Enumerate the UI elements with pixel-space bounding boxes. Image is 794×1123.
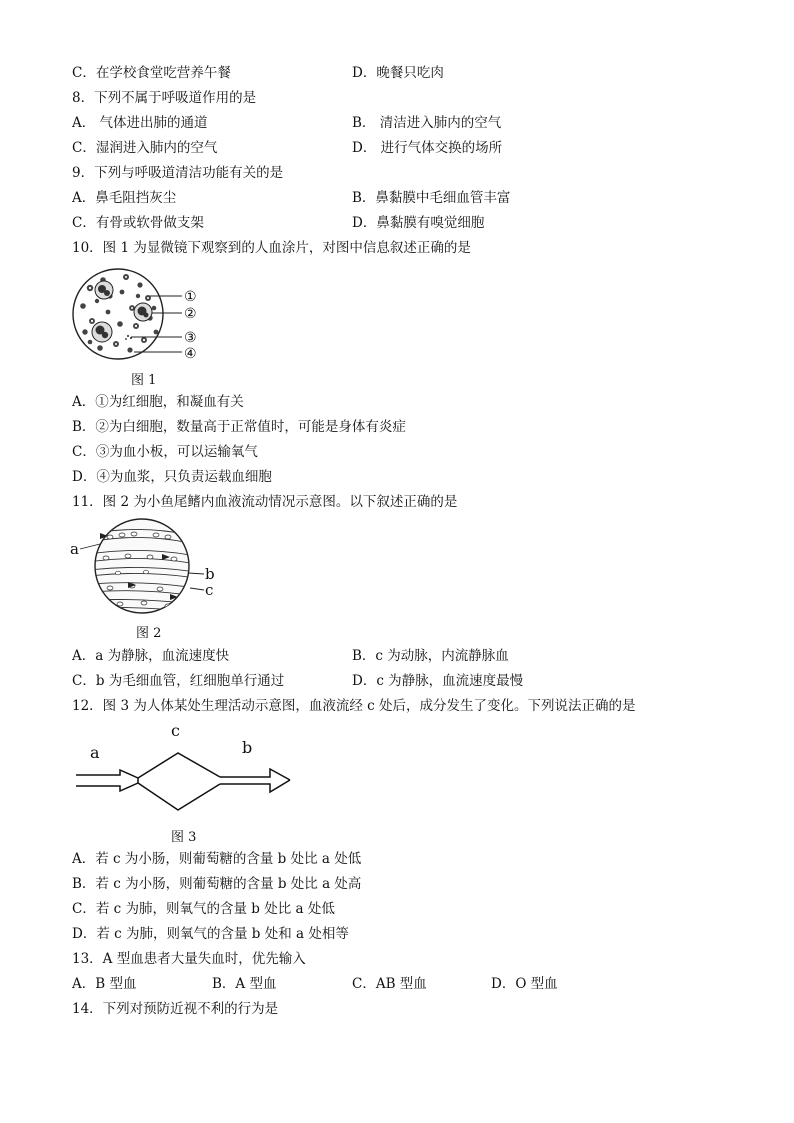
q10-stem: 10．图 1 为显微镜下观察到的人血涂片，对图中信息叙述正确的是	[72, 240, 471, 256]
q13-stem: 13．A 型血患者大量失血时，优先输入	[72, 951, 306, 967]
q8-option-c: C．湿润进入肺内的空气	[72, 140, 218, 156]
q9-option-a: A．鼻毛阻挡灰尘	[72, 190, 177, 206]
q10-option-c: C．③为血小板，可以运输氧气	[72, 444, 258, 460]
figure-2-fish-tail-blood-flow	[70, 518, 220, 618]
q11-stem: 11．图 2 为小鱼尾鳍内血液流动情况示意图。以下叙述正确的是	[72, 494, 458, 510]
figure-1-caption: 图 1	[131, 373, 157, 388]
figure-1-label-2: ②	[184, 306, 197, 322]
figure-3-caption: 图 3	[171, 830, 197, 845]
q7-option-d: D．晚餐只吃肉	[352, 65, 444, 81]
figure-3-label-c: c	[171, 721, 180, 740]
q10-option-b: B．②为白细胞，数量高于正常值时，可能是身体有炎症	[72, 419, 406, 435]
q12-option-d: D．若 c 为肺，则氧气的含量 b 处和 a 处相等	[72, 926, 349, 942]
q9-option-b: B．鼻黏膜中毛细血管丰富	[352, 190, 511, 206]
figure-1-label-4: ④	[184, 346, 197, 362]
q11-option-a: A．a 为静脉，血流速度快	[72, 648, 230, 664]
q14-stem: 14．下列对预防近视不利的行为是	[72, 1001, 279, 1017]
figure-3-label-b: b	[242, 738, 253, 757]
q9-stem: 9．下列与呼吸道清洁功能有关的是	[72, 165, 284, 181]
q13-option-c: C．AB 型血	[352, 976, 427, 992]
q8-option-b: B． 清洁进入肺内的空气	[352, 115, 502, 131]
q13-option-d: D．O 型血	[491, 976, 558, 992]
q9-option-d: D．鼻黏膜有嗅觉细胞	[352, 215, 485, 231]
q12-option-b: B．若 c 为小肠，则葡萄糖的含量 b 处比 a 处高	[72, 876, 362, 892]
q11-option-d: D．c 为静脉，血流速度最慢	[352, 673, 524, 689]
figure-2-label-c: c	[205, 581, 214, 599]
q10-option-d: D．④为血浆，只负责运载血细胞	[72, 469, 272, 485]
figure-1-label-1: ①	[184, 289, 197, 305]
q13-option-a: A．B 型血	[72, 976, 137, 992]
q11-option-c: C．b 为毛细血管，红细胞单行通过	[72, 673, 285, 689]
q8-stem: 8．下列不属于呼吸道作用的是	[72, 90, 257, 106]
figure-1-blood-smear	[70, 266, 220, 366]
q8-option-a: A． 气体进出肺的通道	[72, 115, 208, 131]
q12-stem: 12．图 3 为人体某处生理活动示意图，血液流经 c 处后，成分发生了变化。下列说法正确的是	[72, 698, 636, 714]
figure-2-caption: 图 2	[136, 626, 162, 641]
figure-3-blood-flow-diagram	[70, 720, 300, 825]
q11-option-b: B．c 为动脉，内流静脉血	[352, 648, 509, 664]
q12-option-c: C．若 c 为肺，则氧气的含量 b 处比 a 处低	[72, 901, 335, 917]
q10-option-a: A．①为红细胞，和凝血有关	[72, 394, 244, 410]
figure-3-label-a: a	[90, 743, 100, 762]
figure-1-label-3: ③	[184, 330, 197, 346]
q8-option-d: D． 进行气体交换的场所	[352, 140, 503, 156]
q13-option-b: B．A 型血	[212, 976, 277, 992]
q9-option-c: C．有骨或软骨做支架	[72, 215, 204, 231]
figure-2-label-b: b	[205, 565, 215, 583]
q7-option-c: C．在学校食堂吃营养午餐	[72, 65, 231, 81]
q12-option-a: A．若 c 为小肠，则葡萄糖的含量 b 处比 a 处低	[72, 851, 362, 867]
figure-2-label-a: a	[70, 540, 79, 558]
